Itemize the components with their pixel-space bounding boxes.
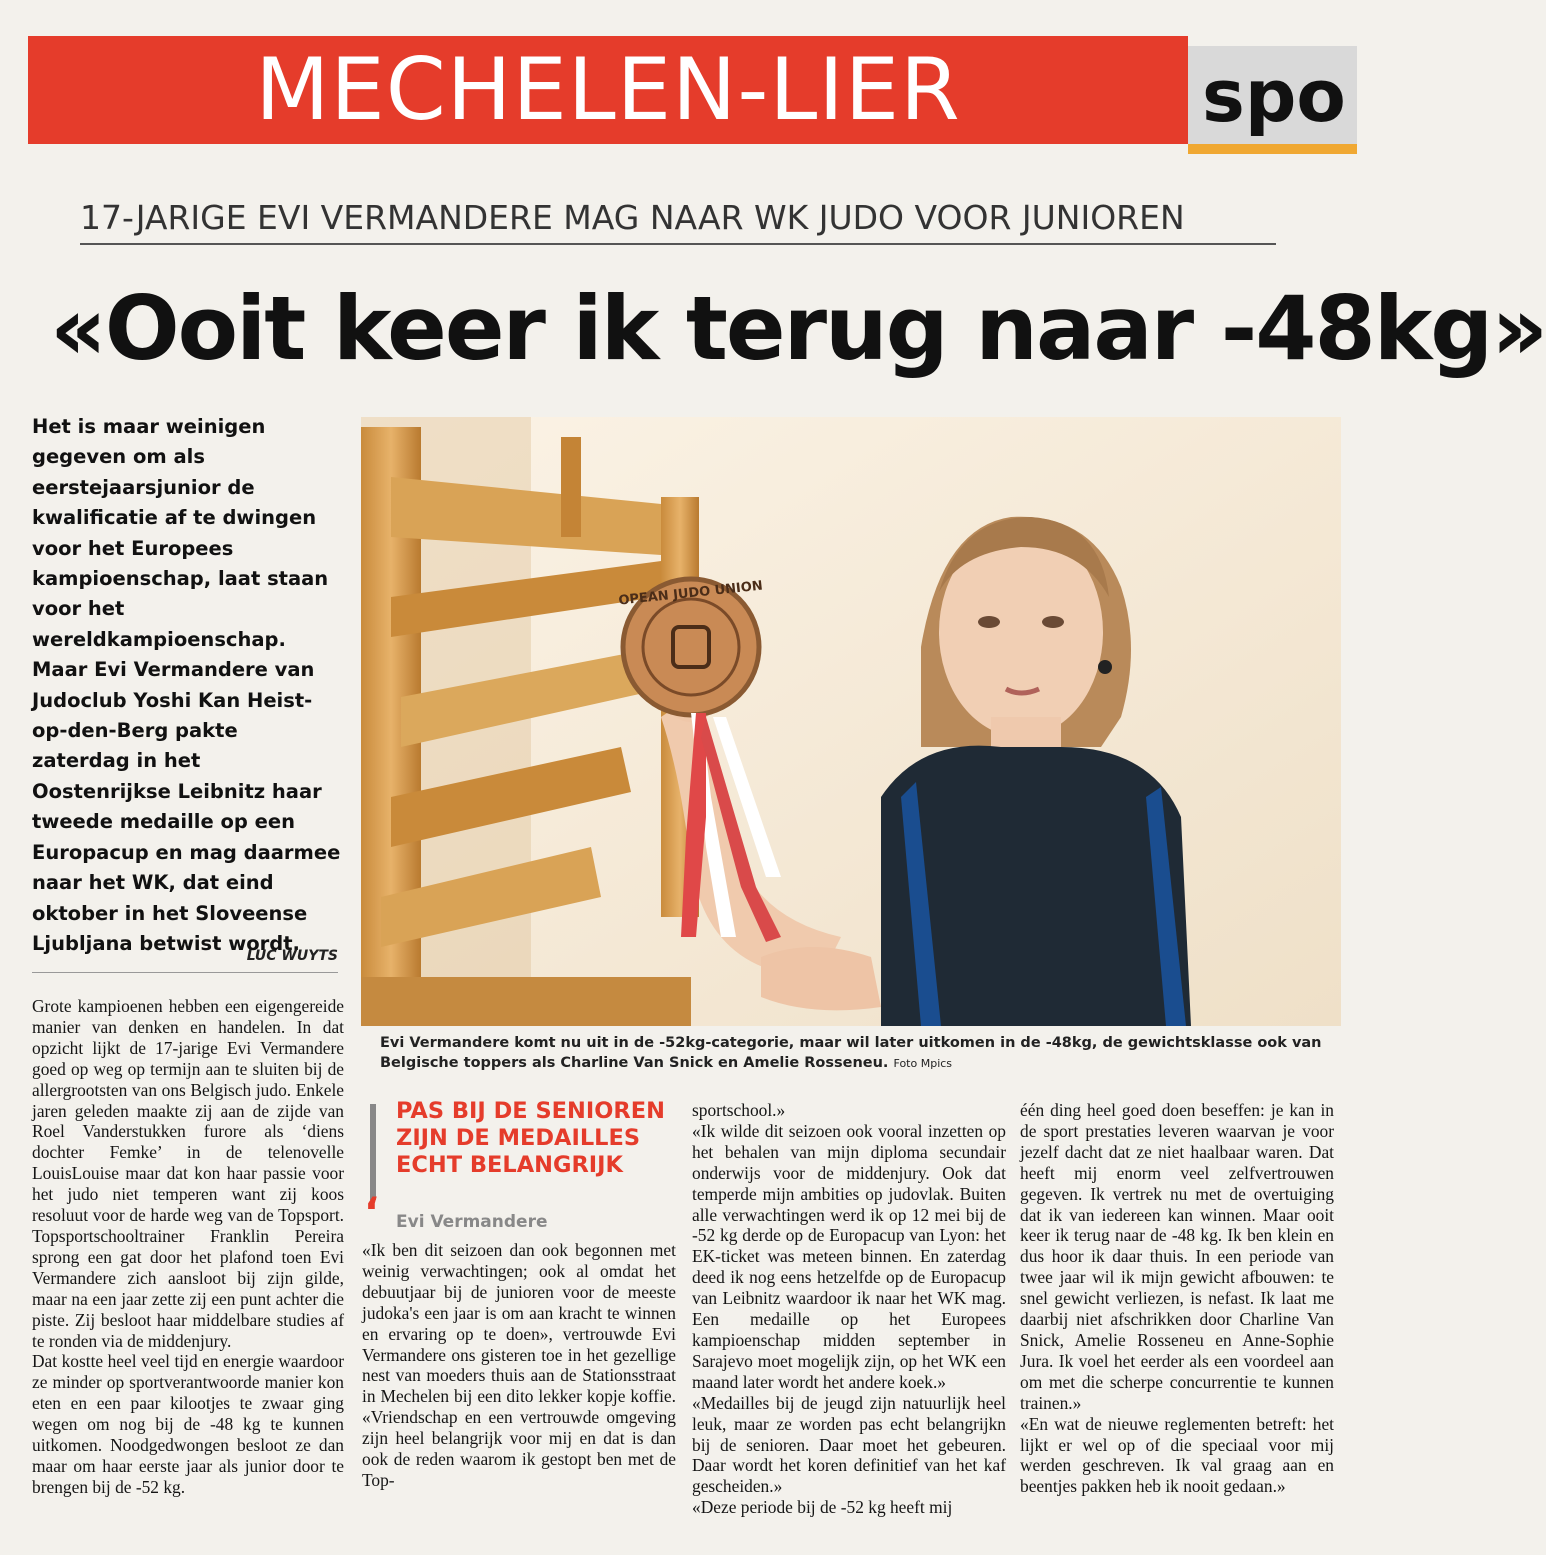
- quote-mark-icon: ‘: [364, 1190, 380, 1236]
- sport-tab-label: spo: [1202, 54, 1346, 138]
- paragraph: «Medailles bij de jeugd zijn natuurlijk heel leuk, maar ze worden pas echt belangrijkn bij de senioren. Daar moet het gebeuren. Daar wordt het koren definitief van het kaf gescheiden.»: [692, 1392, 1006, 1497]
- body-column-1: [32, 996, 344, 1498]
- paragraph: «En wat de nieuwe reglementen betreft: het lijkt er wel op of die speciaal voor mij werden geschreven. Ik val graag aan en beentjes pakken heb ik nooit gedaan.»: [1020, 1413, 1334, 1497]
- article-kicker: 17-JARIGE EVI VERMANDERE MAG NAAR WK JUDO VOOR JUNIOREN: [80, 198, 1185, 237]
- body-column-4: [1020, 1100, 1334, 1497]
- paragraph: Dat kostte heel veel tijd en energie waardoor ze minder op sportverantwoorde manier kon eten en een paar kilootjes te zwaar ging wegen om nog bij de -48 kg te kunnen uitkomen. Noodgedwongen besloot ze dan maar om haar eerste jaar als junior door te brengen bij de -52 kg.: [32, 1351, 344, 1497]
- section-banner: [28, 36, 1188, 144]
- sport-tab-underline: [1188, 144, 1357, 154]
- photo-caption: [380, 1033, 1340, 1074]
- paragraph: «Ik wilde dit seizoen ook vooral inzetten op het behalen van mijn diploma secundair onderwijs voor de middenjury. Ook dat temperde mijn ambities op judovlak. Buiten alle verwachtingen werd ik op 12 mei bij de -52 kg derde op de Europacup van Lyon: het EK-ticket was meteen binnen. En zaterdag deed ik nog eens hetzelfde op de Europacup van Leibnitz waardoor ik naar het WK mag. Een medaille op het Europees kampioenschap midden september in Sarajevo moet mogelijk zijn, op het WK een maand later wordt het andere koek.»: [692, 1120, 1006, 1392]
- paragraph: «Deze periode bij de -52 kg heeft mij: [692, 1497, 953, 1518]
- quote-bar: [370, 1104, 376, 1200]
- article-lead: Het is maar weinigen gegeven om als eerstejaarsjunior de kwalificatie af te dwingen voor het Europees kampioenschap, laat staan voor het wereldkampioenschap. Maar Evi Vermandere van Judoclub Yoshi Kan Heist-op-den-Berg pakte zaterdag in het Oostenrijkse Leibnitz haar tweede medaille op een Europacup en mag daarmee naar het WK, dat eind oktober in het Sloveense Ljubljana betwist wordt.: [32, 415, 341, 955]
- paragraph: Grote kampioenen hebben een eigengereide manier van denken en handelen. In dat opzicht lijkt de 17-jarige Evi Vermandere goed op weg op termijn aan te sluiten bij de allergrootsten van ons Belgisch judo. Enkele jaren geleden maakte zij aan de zijde van Roel Vanderstukken furore als ‘diens dochter Femke’ in de telenovelle LouisLouise maar dat kon haar passie voor het judo niet temperen want zij koos resoluut voor de harde weg van de Topsport. Topsportschooltrainer Franklin Pereira sprong een gat door het plafond toen Evi Vermandere zich aansloot bij zijn gilde, maar na een jaar zette zij een punt achter die piste. Zij besloot haar middelbare studies af te ronden via de middenjury.: [32, 996, 344, 1351]
- sport-section-tab: [1188, 46, 1357, 144]
- body-column-3: [692, 1100, 1006, 1518]
- medal-inscription: OPEAN JUDO UNION: [617, 578, 764, 609]
- paragraph: één ding heel goed doen beseffen: je kan in de sport prestaties leveren waarvan je voor jezelf dacht dat ze niet haalbaar waren. Dat heeft mij enorm veel zelfvertrouwen gegeven. Ik vertrek nu met de overtuiging dat ik van iedereen kan winnen. Maar ooit keer ik terug naar de -48 kg. Ik ben klein en dus hoor ik daar thuis. In een periode van twee jaar wil ik mijn gewicht afbouwen: te snel gewicht verliezen, is nefast. Ik laat me daarbij niet afschrikken door Charline Van Snick, Amelie Rosseneu en Anne-Sophie Jura. Ik voel het eerder als een voordeel aan om met die scherpe concurrentie te kunnen trainen.»: [1020, 1100, 1334, 1413]
- article-photo: [361, 417, 1341, 1026]
- section-title: MECHELEN-LIER: [255, 40, 961, 140]
- pull-quote-text: PAS BIJ DE SENIOREN ZIJN DE MEDAILLES ECHT BELANGRIJK: [396, 1098, 665, 1178]
- article-headline: «Ooit keer ik terug naar -48kg»: [50, 277, 1546, 380]
- article-byline: LUC WUYTS: [246, 948, 338, 964]
- paragraph: «Ik ben dit seizoen dan ook begonnen met weinig verwachtingen; ook al omdat het debuutjaar bij de junioren voor de meeste judoka's een jaar is om aan kracht te winnen en ervaring op te doen», vertrouwde Evi Vermandere ons gisteren toe in het gezellige nest van moeders thuis aan de Stationsstraat in Mechelen bij een dito lekker kopje koffie. «Vriendschap en een vertrouwde omgeving zijn heel belangrijk voor mij en dat is dan ook de reden waarom ik gestopt ben met de Top-: [362, 1240, 676, 1490]
- photo-illustration: [361, 417, 1341, 1026]
- photo-credit: Foto Mpics: [893, 1057, 953, 1070]
- kicker-divider: [80, 243, 1276, 245]
- caption-text: Evi Vermandere komt nu uit in de -52kg-categorie, maar wil later uitkomen in de -48kg, de gewichtsklasse ook van Belgische toppers als Charline Van Snick en Amelie Rosseneu.: [380, 1035, 1322, 1071]
- pull-quote-author: Evi Vermandere: [396, 1212, 548, 1232]
- body-column-2: [362, 1240, 676, 1491]
- paragraph: sportschool.»: [692, 1100, 786, 1120]
- pull-quote: [362, 1098, 680, 1238]
- byline-divider: [32, 972, 338, 973]
